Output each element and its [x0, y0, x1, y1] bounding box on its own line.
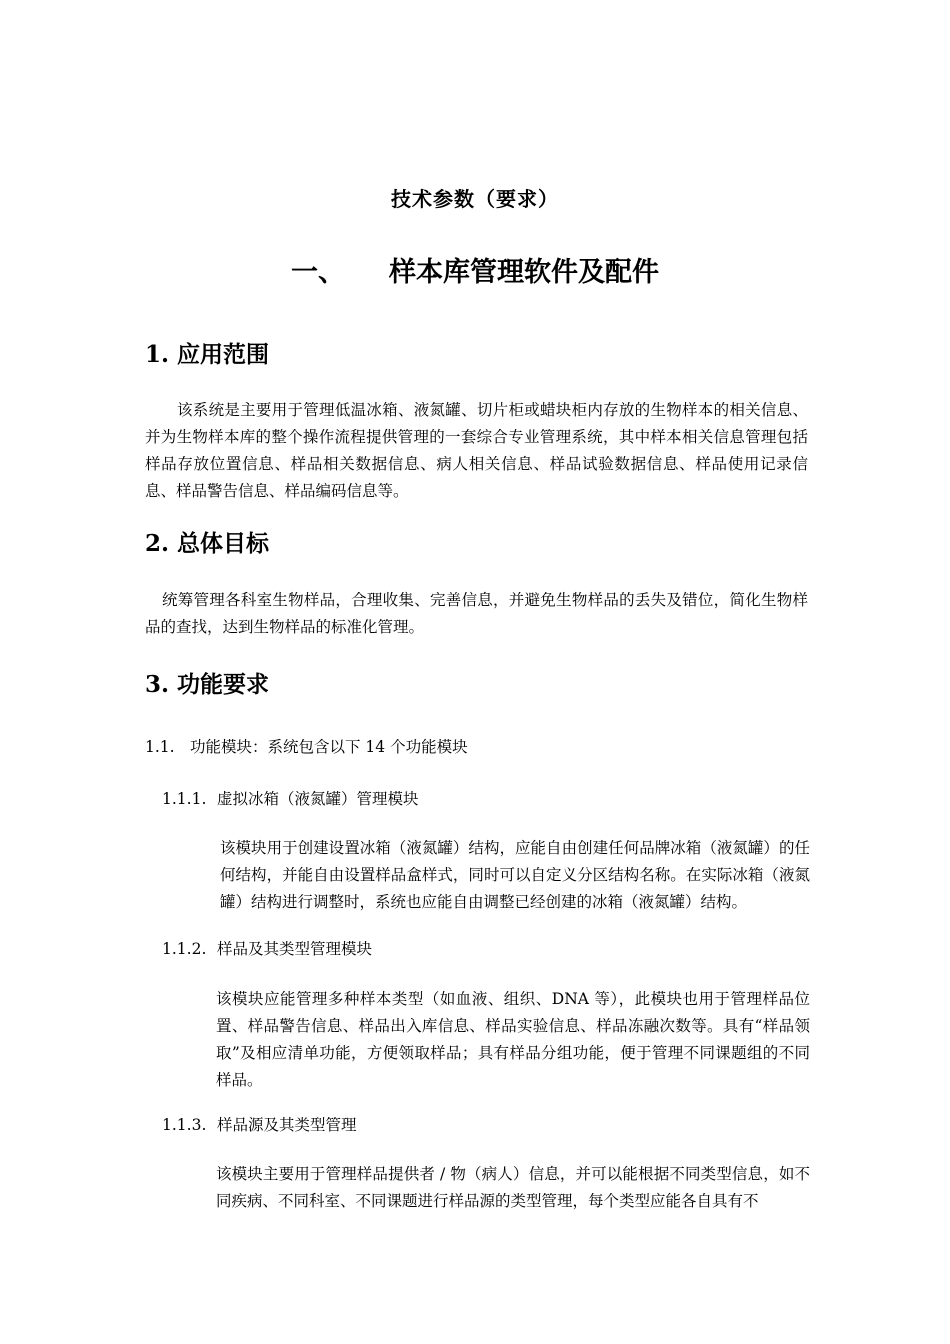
section-heading-1 [145, 336, 269, 369]
paragraph-application-scope: 该系统是主要用于管理低温冰箱、液氮罐、切片柜或蜡块柜内存放的生物样本的相关信息、并为生物样本库的整个操作流程提供管理的一套综合专业管理系统，其中样本相关信息管理包括样品存放位置信息、样品相关数据信息、病人相关信息、样品试验数据信息、样品使用记录信息、样品警告信息、样品编码信息等。 [145, 401, 808, 500]
chapter-title: 样本库管理软件及配件 [389, 257, 659, 288]
section-heading-2 [145, 525, 269, 558]
section-title: 应用范围 [177, 341, 269, 368]
section-title: 总体目标 [177, 530, 269, 557]
chapter-heading [0, 250, 950, 289]
section-number: 2. [145, 530, 170, 557]
paragraph-sample-source: 该模块主要用于管理样品提供者 / 物（病人）信息，并可以能根据不同类型信息，如不同疾病、不同科室、不同课题进行样品源的类型管理，每个类型应能各自具有不 [216, 1165, 810, 1210]
subsection-number: 1.1. [145, 738, 175, 756]
document-title: 技术参数（要求） [391, 187, 559, 211]
chapter-number: 一、 [291, 257, 345, 288]
paragraph-sample-types: 该模块应能管理多种样本类型（如血液、组织、DNA 等），此模块也用于管理样品位置、样品警告信息、样品出入库信息、样品实验信息、样品冻融次数等。具有“样品领取”及相应清单功能，方便领取样品；具有样品分组功能，便于管理不同课题组的不同样品。 [216, 990, 810, 1089]
section-title: 功能要求 [177, 671, 269, 698]
subsection-number: 1.1.2. [162, 940, 207, 958]
subsection-title: 样品及其类型管理模块 [217, 940, 373, 958]
paragraph-virtual-freezer: 该模块用于创建设置冰箱（液氮罐）结构，应能自由创建任何品牌冰箱（液氮罐）的任何结构，并能自由设置样品盒样式，同时可以自定义分区结构名称。在实际冰箱（液氮罐）结构进行调整时，系统也应能自由调整已经创建的冰箱（液氮罐）结构。 [220, 839, 810, 911]
section-heading-3 [145, 666, 269, 699]
subsection-title: 样品源及其类型管理 [217, 1116, 357, 1134]
subsection-title: 虚拟冰箱（液氮罐）管理模块 [217, 790, 419, 808]
subsection-1-1-3 [162, 1113, 357, 1135]
subsection-number: 1.1.3. [162, 1116, 207, 1134]
section-number: 3. [145, 671, 170, 698]
subsection-1-1-2 [162, 937, 372, 959]
paragraph-overall-goal: 统筹管理各科室生物样品，合理收集、完善信息，并避免生物样品的丢失及错位，简化生物样品的查找，达到生物样品的标准化管理。 [145, 591, 808, 636]
subsection-title: 功能模块：系统包含以下 14 个功能模块 [190, 738, 468, 756]
subsection-1-1-1 [162, 787, 419, 809]
subsection-number: 1.1.1. [162, 790, 207, 808]
section-number: 1. [145, 341, 170, 368]
subsection-1-1 [145, 735, 468, 757]
